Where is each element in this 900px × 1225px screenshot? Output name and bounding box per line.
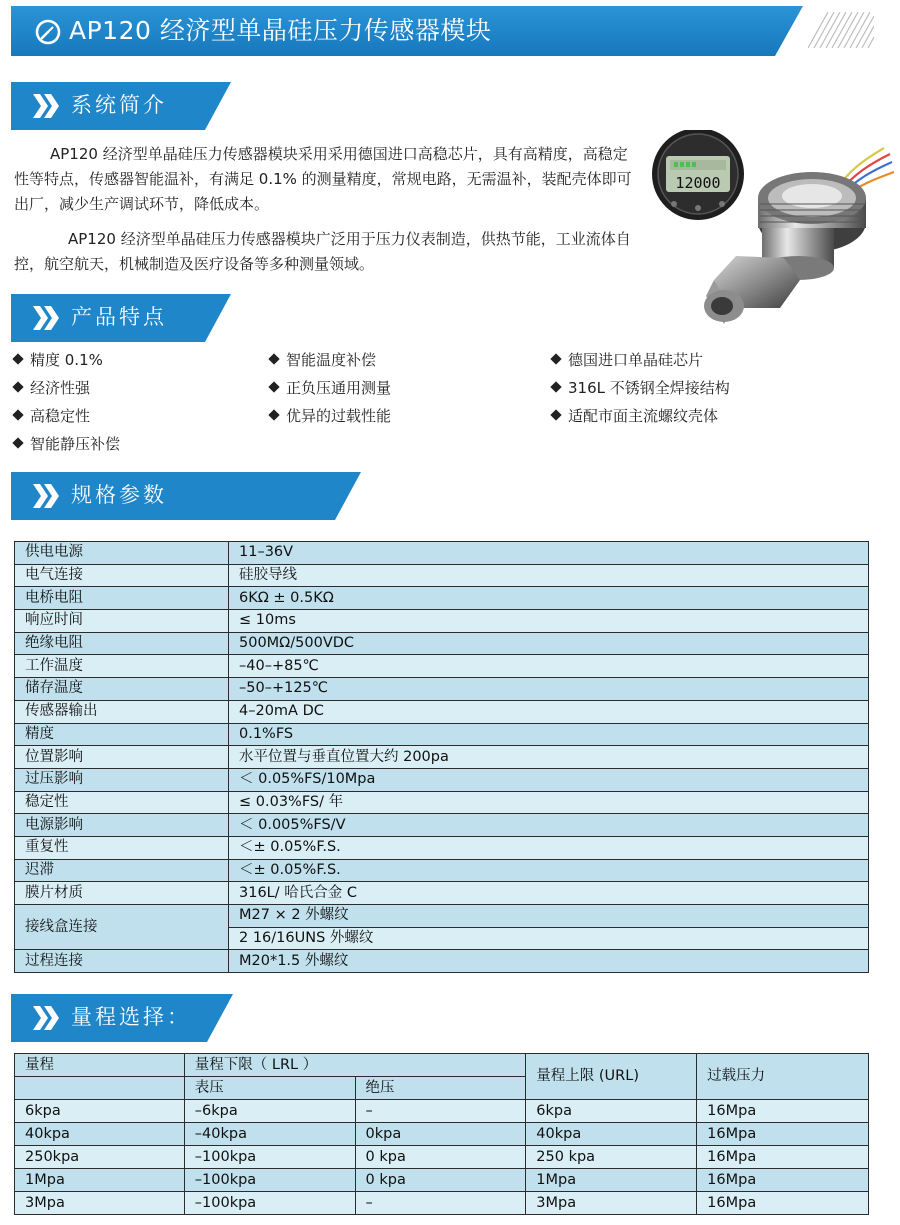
spec-value: 硅胶导线	[229, 564, 869, 587]
range-cell-overload: 16Mpa	[697, 1123, 869, 1146]
spec-value: M27 × 2 外螺纹	[229, 905, 869, 928]
spec-value: ≤ 10ms	[229, 610, 869, 633]
range-cell-gauge: –100kpa	[184, 1192, 355, 1215]
feature-item: 适配市面主流螺纹壳体	[552, 404, 718, 428]
spec-value: ＜± 0.05%F.S.	[229, 859, 869, 882]
range-cell-gauge: –100kpa	[184, 1146, 355, 1169]
header-lrl: 量程下限（ LRL ）	[184, 1054, 526, 1077]
spec-row	[15, 814, 869, 837]
gauge-icon	[35, 19, 61, 45]
spec-table-body	[15, 542, 869, 973]
range-row	[15, 1146, 869, 1169]
spec-row	[15, 836, 869, 859]
section-title: 产品特点	[71, 305, 167, 329]
spec-key: 响应时间	[15, 610, 229, 633]
double-chevron-icon	[33, 94, 59, 118]
section-title: 量程选择：	[71, 1005, 191, 1029]
range-cell-url: 6kpa	[526, 1100, 697, 1123]
range-cell-url: 250 kpa	[526, 1146, 697, 1169]
feature-item: 优异的过载性能	[270, 404, 391, 428]
spec-row	[15, 610, 869, 633]
range-cell-range: 1Mpa	[15, 1169, 185, 1192]
diamond-bullet-icon	[268, 353, 279, 364]
range-cell-absolute: 0 kpa	[355, 1169, 526, 1192]
range-cell-range: 3Mpa	[15, 1192, 185, 1215]
spec-row	[15, 655, 869, 678]
range-cell-overload: 16Mpa	[697, 1146, 869, 1169]
spec-key: 电源影响	[15, 814, 229, 837]
spec-key: 电气连接	[15, 564, 229, 587]
spec-key: 稳定性	[15, 791, 229, 814]
diamond-bullet-icon	[268, 409, 279, 420]
spec-value: 316L/ 哈氏合金 C	[229, 882, 869, 905]
diamond-bullet-icon	[12, 409, 23, 420]
hatch-decoration	[808, 12, 874, 48]
spec-row	[15, 564, 869, 587]
range-row	[15, 1169, 869, 1192]
header-range-blank	[15, 1077, 185, 1100]
feature-item: 316L 不锈钢全焊接结构	[552, 376, 730, 400]
feature-item: 精度 0.1%	[14, 348, 103, 372]
header-gauge: 表压	[184, 1077, 355, 1100]
header-url: 量程上限 (URL)	[526, 1054, 697, 1100]
range-cell-absolute: 0kpa	[355, 1123, 526, 1146]
spec-row	[15, 859, 869, 882]
range-cell-url: 40kpa	[526, 1123, 697, 1146]
spec-table	[14, 541, 869, 973]
diamond-bullet-icon	[268, 381, 279, 392]
feature-item: 经济性强	[14, 376, 90, 400]
spec-row	[15, 542, 869, 565]
header-range: 量程	[15, 1054, 185, 1077]
spec-value: 0.1%FS	[229, 723, 869, 746]
spec-row	[15, 905, 869, 928]
spec-row	[15, 791, 869, 814]
spec-row	[15, 587, 869, 610]
spec-value: 2 16/16UNS 外螺纹	[229, 927, 869, 950]
section-header-specs	[11, 472, 361, 520]
range-header-row	[15, 1054, 869, 1077]
spec-key: 迟滞	[15, 859, 229, 882]
page-title: AP120 经济型单晶硅压力传感器模块	[69, 16, 492, 45]
range-row	[15, 1123, 869, 1146]
spec-value: M20*1.5 外螺纹	[229, 950, 869, 973]
spec-key: 膜片材质	[15, 882, 229, 905]
spec-value: 500MΩ/500VDC	[229, 632, 869, 655]
spec-key: 绝缘电阻	[15, 632, 229, 655]
range-row	[15, 1192, 869, 1215]
range-cell-range: 6kpa	[15, 1100, 185, 1123]
section-header-features	[11, 294, 231, 342]
spec-value: 11–36V	[229, 542, 869, 565]
double-chevron-icon	[33, 484, 59, 508]
spec-row	[15, 746, 869, 769]
spec-row	[15, 678, 869, 701]
display-reading: 12000	[675, 174, 721, 192]
range-cell-gauge: –6kpa	[184, 1100, 355, 1123]
spec-key: 精度	[15, 723, 229, 746]
range-cell-range: 40kpa	[15, 1123, 185, 1146]
feature-item: 正负压通用测量	[270, 376, 391, 400]
diamond-bullet-icon	[12, 353, 23, 364]
intro-paragraph-1: AP120 经济型单晶硅压力传感器模块采用采用德国进口高稳芯片，具有高精度，高稳定性等特点，传感器智能温补，有满足 0.1% 的测量精度，常规电路，无需温补，装配壳体即可出厂，减少生产调试环节，降低成本。	[14, 145, 632, 213]
range-cell-absolute: –	[355, 1100, 526, 1123]
range-cell-url: 1Mpa	[526, 1169, 697, 1192]
spec-value: 水平位置与垂直位置大约 200pa	[229, 746, 869, 769]
intro-paragraph-2: AP120 经济型单晶硅压力传感器模块广泛用于压力仪表制造，供热节能，工业流体自控，航空航天，机械制造及医疗设备等多种测量领域。	[14, 230, 631, 273]
title-banner	[11, 6, 803, 56]
spec-key: 供电电源	[15, 542, 229, 565]
diamond-bullet-icon	[12, 381, 23, 392]
spec-key: 储存温度	[15, 678, 229, 701]
spec-value: ＜± 0.05%F.S.	[229, 836, 869, 859]
range-cell-gauge: –40kpa	[184, 1123, 355, 1146]
diamond-bullet-icon	[550, 353, 561, 364]
range-cell-absolute: 0 kpa	[355, 1146, 526, 1169]
spec-value: ＜ 0.005%FS/V	[229, 814, 869, 837]
range-table	[14, 1053, 869, 1215]
spec-key: 重复性	[15, 836, 229, 859]
spec-key: 传感器输出	[15, 700, 229, 723]
range-cell-overload: 16Mpa	[697, 1192, 869, 1215]
intro-text	[14, 142, 634, 287]
section-title: 系统简介	[71, 93, 167, 117]
range-cell-overload: 16Mpa	[697, 1100, 869, 1123]
feature-list	[14, 348, 884, 460]
feature-item: 德国进口单晶硅芯片	[552, 348, 703, 372]
section-header-range	[11, 994, 233, 1042]
header-overload: 过载压力	[697, 1054, 869, 1100]
range-cell-url: 3Mpa	[526, 1192, 697, 1215]
spec-key: 过压影响	[15, 768, 229, 791]
feature-item: 智能静压补偿	[14, 432, 120, 456]
section-header-intro	[11, 82, 231, 130]
spec-row	[15, 768, 869, 791]
spec-key: 工作温度	[15, 655, 229, 678]
spec-value: 6KΩ ± 0.5KΩ	[229, 587, 869, 610]
diamond-bullet-icon	[550, 409, 561, 420]
double-chevron-icon	[33, 306, 59, 330]
spec-row	[15, 632, 869, 655]
spec-key: 位置影响	[15, 746, 229, 769]
diamond-bullet-icon	[550, 381, 561, 392]
header-absolute: 绝压	[355, 1077, 526, 1100]
spec-row	[15, 882, 869, 905]
spec-value: ≤ 0.03%FS/ 年	[229, 791, 869, 814]
diamond-bullet-icon	[12, 437, 23, 448]
spec-value: ＜ 0.05%FS/10Mpa	[229, 768, 869, 791]
feature-item: 高稳定性	[14, 404, 90, 428]
spec-value: –50–+125℃	[229, 678, 869, 701]
range-table-body	[15, 1054, 869, 1215]
range-cell-gauge: –100kpa	[184, 1169, 355, 1192]
spec-key: 接线盒连接	[15, 905, 229, 950]
range-cell-range: 250kpa	[15, 1146, 185, 1169]
spec-row	[15, 700, 869, 723]
spec-key: 过程连接	[15, 950, 229, 973]
product-image	[644, 130, 896, 335]
spec-key: 电桥电阻	[15, 587, 229, 610]
double-chevron-icon	[33, 1006, 59, 1030]
section-title: 规格参数	[71, 483, 167, 507]
spec-value: –40–+85℃	[229, 655, 869, 678]
range-cell-overload: 16Mpa	[697, 1169, 869, 1192]
range-cell-absolute: –	[355, 1192, 526, 1215]
feature-item: 智能温度补偿	[270, 348, 376, 372]
spec-value: 4–20mA DC	[229, 700, 869, 723]
spec-row	[15, 950, 869, 973]
section-header-bg	[11, 472, 361, 520]
spec-row	[15, 723, 869, 746]
range-row	[15, 1100, 869, 1123]
